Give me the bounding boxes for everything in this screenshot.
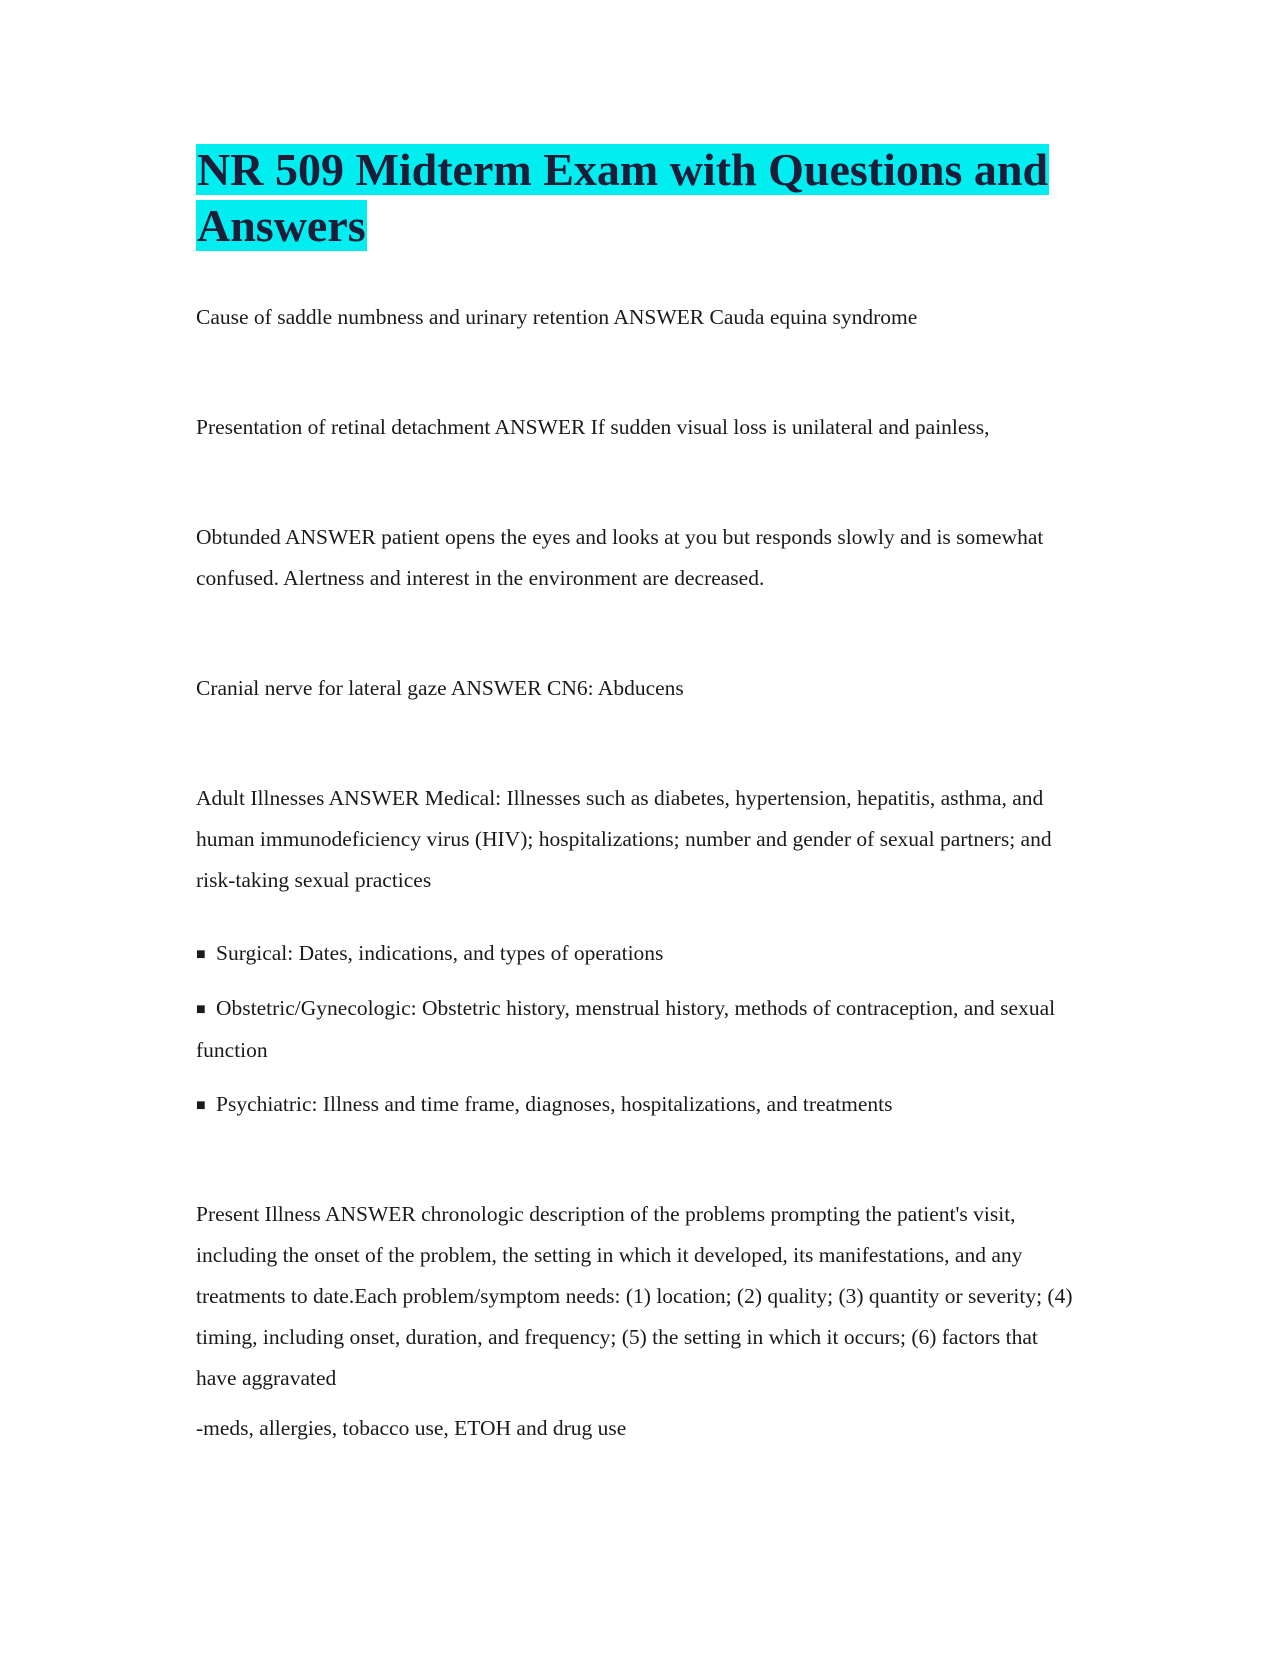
- bullet-surgical: [196, 933, 1076, 975]
- qa-retinal-detachment: Presentation of retinal detachment ANSWER If sudden visual loss is unilateral and painless,: [196, 415, 990, 439]
- bullet-obstetric-text: Obstetric/Gynecologic: Obstetric history, menstrual history, methods of contraception, and sexual function: [196, 996, 1056, 1062]
- document-title: [196, 142, 1076, 254]
- bullet-surgical-text: Surgical: Dates, indications, and types of operations: [216, 941, 664, 965]
- bullet-psychiatric: [196, 1084, 1076, 1126]
- qa-cranial-nerve: Cranial nerve for lateral gaze ANSWER CN6: Abducens: [196, 676, 684, 700]
- bullet-square-icon: ■: [196, 946, 206, 963]
- qa-adult-illnesses: Adult Illnesses ANSWER Medical: Illnesses such as diabetes, hypertension, hepatitis, asthma, and human immunodeficiency virus (HIV); hospitalizations; number and gender of sexual partners; and risk-taking sexual practices: [196, 786, 1052, 892]
- qa-obtunded: Obtunded ANSWER patient opens the eyes and looks at you but responds slowly and is somewhat confused. Alertness and interest in the environment are decreased.: [196, 525, 1044, 590]
- bullet-obstetric: [196, 988, 1076, 1071]
- qa-saddle-numbness: Cause of saddle numbness and urinary retention ANSWER Cauda equina syndrome: [196, 305, 918, 329]
- bullet-square-icon: ■: [196, 1097, 206, 1114]
- bullet-psychiatric-text: Psychiatric: Illness and time frame, diagnoses, hospitalizations, and treatments: [216, 1092, 893, 1116]
- qa-present-illness-extra: -meds, allergies, tobacco use, ETOH and drug use: [196, 1416, 627, 1440]
- title-highlight: NR 509 Midterm Exam with Questions and Answers: [197, 144, 1049, 251]
- qa-present-illness: Present Illness ANSWER chronologic description of the problems prompting the patient's visit, including the onset of the problem, the setting in which it developed, its manifestations, and any treatments to date.Each problem/symptom needs: (1) location; (2) quality; (3) quantity or severity; (4) timing, including onset, duration, and frequency; (5) the setting in which it occurs; (6) factors that have aggravated: [196, 1202, 1073, 1390]
- bullet-square-icon: ■: [196, 1001, 206, 1018]
